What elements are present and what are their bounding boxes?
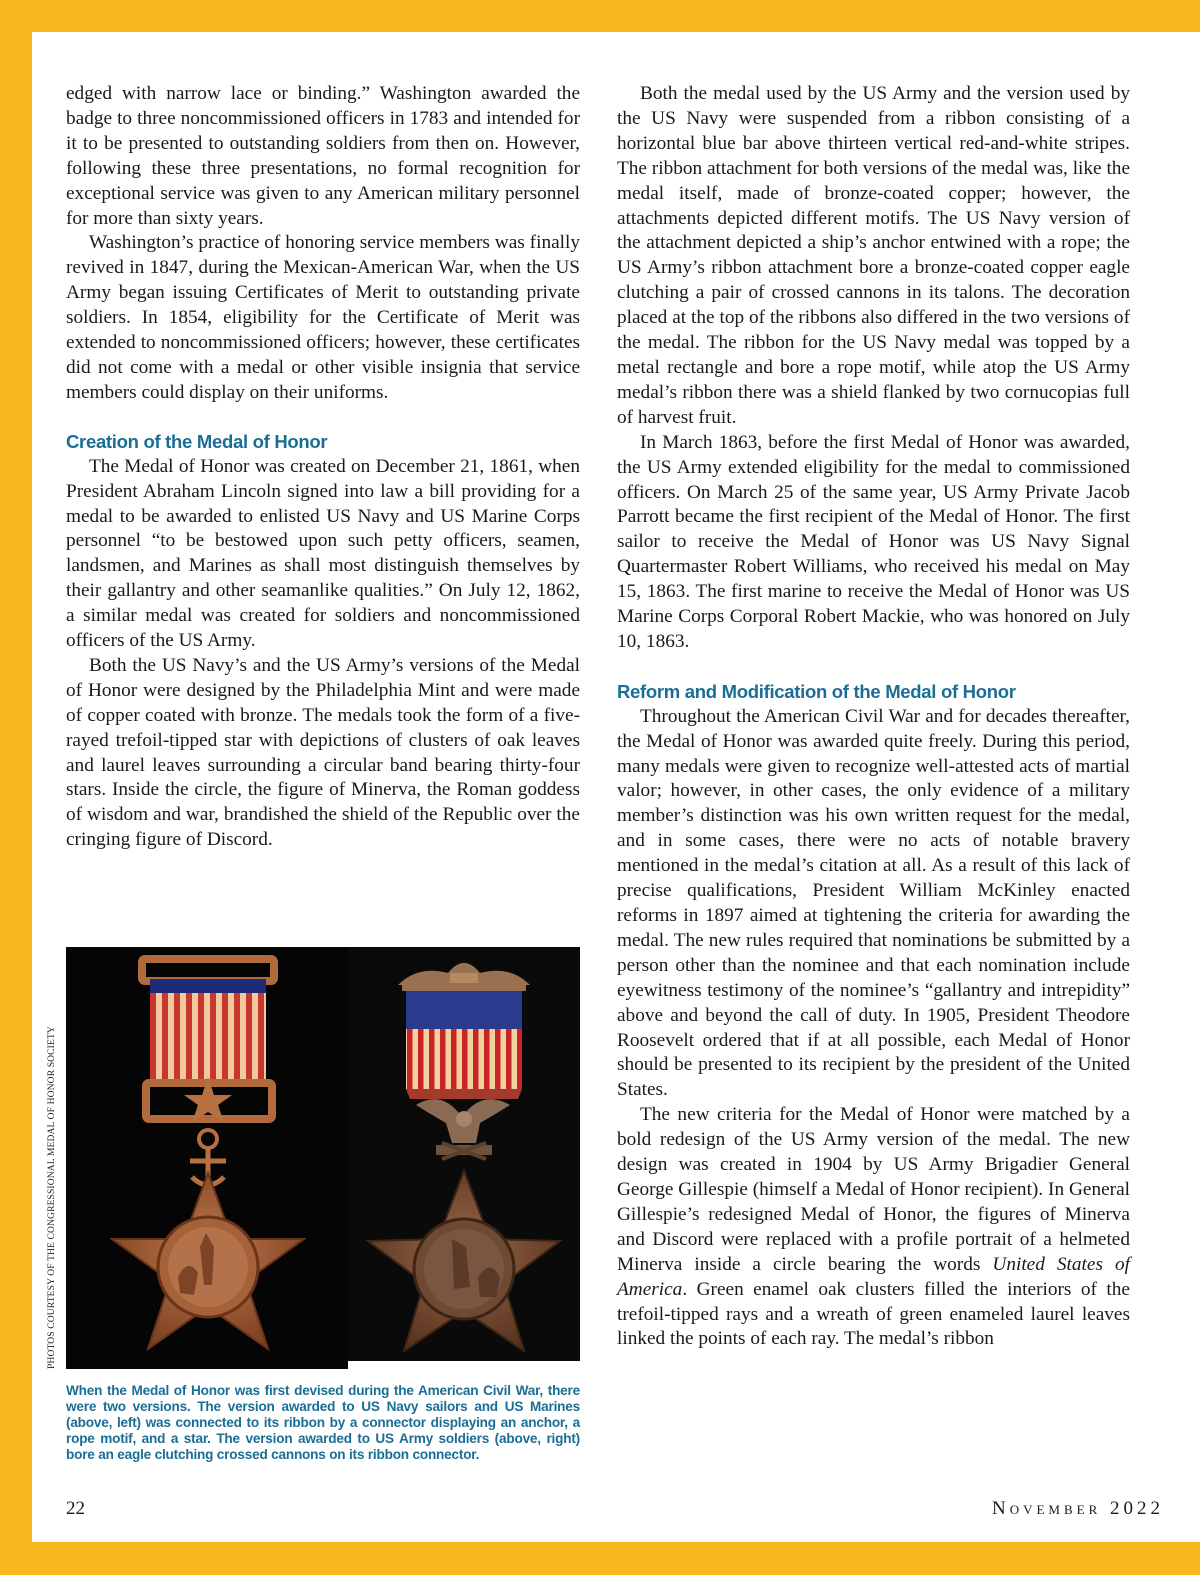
body-paragraph: In March 1863, before the first Medal of Honor was awarded, the US Army extended eligibility for the medal to commissioned officers. On March 25 of the same year, US Army Private Jacob Parrott became the first recipient of the Medal of Honor. The first sailor to receive the Medal of Honor was US Navy Signal Quartermaster Robert Williams, who received his medal on May 15, 1863. The first marine to receive the Medal of Honor was US Marine Corps Corporal Robert Mackie, who was honored on July 10, 1863. [617,431,1130,652]
paragraph-text: The new criteria for the Medal of Honor were matched by a bold redesign of the US Army version of the medal. The new design was created in 1904 by US Army Brigadier General George Gillespie (himself a Medal of Honor recipient). In General Gillespie’s redesigned Medal of Honor, the figures of Minerva and Discord were replaced with a profile portrait of a helmeted Minerva inside a circle bearing the words [617,1104,1130,1275]
body-paragraph: The Medal of Honor was created on December 21, 1861, when President Abraham Lincoln signed into law a bill providing for a medal to be awarded to enlisted US Navy and US Marine Corps personnel “to be bestowed upon such petty officers, seamen, landsmen, and Marines as shall most distinguish themselves by their gallantry and other seamanlike qualities.” On July 12, 1862, a similar medal was created for soldiers and noncommissioned officers of the US Army. [66,455,580,652]
body-paragraph: Washington’s practice of honoring service members was finally revived in 1847, during the Mexican-American War, when the US Army began issuing Certificates of Merit to outstanding private soldiers. In 1854, eligibility for the Certificate of Merit was extended to noncommissioned officers; however, these certificates did not come with a medal or other visible insignia that service members could display on their uniforms. [66,232,580,403]
body-paragraph: Both the US Navy’s and the US Army’s versions of the Medal of Honor were designed by the Philadelphia Mint and were made of copper coated with bronze. The medals took the form of a five-rayed trefoil-tipped star with depictions of clusters of oak leaves and laurel leaves surrounding a circular band bearing thirty-four stars. Inside the circle, the figure of Minerva, the Roman goddess of wisdom and war, brandished the shield of the Republic over the cringing figure of Discord. [66,654,580,851]
section-heading: Creation of the Medal of Honor [66,430,328,452]
paragraph-text: . Green enamel oak clusters filled the interiors of the trefoil-tipped rays and a wreath of green enameled laurel leaves linked the points of each ray. The medal’s ribbon [617,1278,1130,1350]
left-column [66,82,580,853]
body-paragraph: edged with narrow lace or binding.” Washington awarded the badge to three noncommissioned officers in 1783 and intended for it to be presented to outstanding soldiers from then on. However, following these three presentations, no formal recognition for exceptional service was given to any American military personnel for more than sixty years. [66,83,580,229]
body-paragraph: Throughout the American Civil War and for decades thereafter, the Medal of Honor was awarded quite freely. During this period, many medals were given to recognize well-attested acts of martial valor; however, in other cases, the only evidence of a military member’s distinction was his own written request for the medal, and in some cases, there were no acts of notable bravery mentioned in the medal’s citation at all. As a result of this lack of precise qualifications, President William McKinley enacted reforms in 1897 aimed at tightening the criteria for awarding the medal. The new rules required that nominations be submitted by a person other than the nominee and that each nomination include eyewitness testimony of the nominee’s “gallantry and intrepidity” above and beyond the call of duty. In 1905, President Theodore Roosevelt ordered that if at all possible, each Medal of Honor should be presented to its recipient by the president of the United States. [617,705,1130,1101]
medals-photo [66,947,580,1369]
body-paragraph [617,1103,1130,1352]
italic-phrase: United States of America [617,1253,1130,1300]
issue-date [992,1498,1164,1520]
right-column [617,82,1130,1352]
body-paragraph: Both the medal used by the US Army and the version used by the US Navy were suspended from a ribbon consisting of a horizontal blue bar above thirteen vertical red-and-white stripes. The ribbon attachment for both versions of the medal was, like the medal itself, made of bronze-coated copper; however, the attachments depicted different motifs. The US Navy version of the attachment depicted a ship’s anchor entwined with a rope; the US Army’s ribbon attachment bore a bronze-coated copper eagle clutching a pair of crossed cannons in its talons. The decoration placed at the top of the ribbons also differed in the two versions of the medal. The ribbon for the US Navy medal was topped by a metal rectangle and bore a rope motif, while atop the US Army medal’s ribbon there was a shield flanked by two cornucopias full of harvest fruit. [617,83,1130,428]
page-number: 22 [66,1498,85,1519]
section-heading: Reform and Modification of the Medal of Honor [617,680,1016,702]
issue-label: November 2022 [991,1498,1164,1519]
magazine-page [32,32,1200,1542]
photo-caption: When the Medal of Honor was first devised during the American Civil War, there were two versions. The version awarded to US Navy sailors and US Marines (above, left) was connected to its ribbon by a connector displaying an anchor, a rope motif, and a star. The version awarded to US Army soldiers (above, right) bore an eagle clutching crossed cannons on its ribbon connector. [66,1383,580,1462]
photo-credit: PHOTOS COURTESY OF THE CONGRESSIONAL MEDAL OF HONOR SOCIETY [46,1026,57,1369]
